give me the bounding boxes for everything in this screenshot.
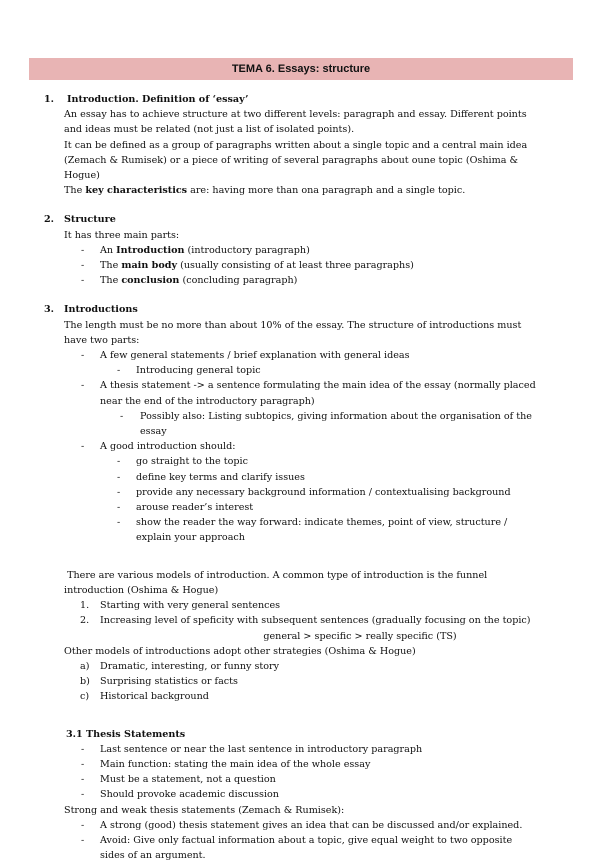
sub-list-item: - show the reader the way forward: indicate themes, point of view, structure / explain your approach — [117, 517, 508, 544]
section-number: 3. — [44, 304, 55, 316]
text: are: having more than ona paragraph and a single topic. — [187, 185, 466, 197]
numbered-item: 2. Increasing level of speficity with subsequent sentences (gradually focusing on the topic) — [80, 615, 531, 627]
list-item: - Avoid: Give only factual information about a topic, give equal weight to two opposite sides of an argument. — [81, 834, 513, 862]
paragraph — [64, 183, 538, 198]
section-title: Structure — [64, 214, 116, 226]
section-1-heading — [0, 92, 600, 107]
list-item: - Last sentence or near the last sentence in introductory paragraph — [81, 743, 423, 755]
page-title: TEMA 6. Essays: structure — [29, 58, 573, 80]
list-item: - The conclusion (concluding paragraph) — [81, 275, 298, 287]
numbered-item: 1. Starting with very general sentences — [80, 600, 281, 612]
section-number: 2. — [44, 214, 55, 226]
paragraph: Other models of introductions adopt other strategies (Oshima & Hogue) — [64, 645, 416, 657]
sub-list-item: - Possibly also: Listing subtopics, giving information about the organisation of the essay — [120, 410, 532, 438]
section-2-heading — [0, 212, 600, 227]
list-item: - A good introduction should: — [81, 441, 236, 453]
list-item: - Must be a statement, not a question — [81, 774, 276, 786]
list-item: - An Introduction (introductory paragraph) — [81, 244, 310, 256]
document-body — [0, 92, 600, 863]
sub-list-item: - go straight to the topic — [117, 456, 249, 468]
paragraph: It has three main parts: — [64, 229, 180, 241]
sub-list-item: - Introducing general topic — [117, 365, 261, 377]
paragraph: It can be defined as a group of paragraphs written about a single topic and a central main idea (Zemach & Rumisek) or a piece of writing of several paragraphs about oune topic (Oshima & Hogue) — [64, 139, 528, 182]
paragraph: Strong and weak thesis statements (Zemach & Rumisek): — [64, 804, 345, 816]
section-title: Introductions — [64, 304, 138, 316]
section-title: Introduction. Definition of ‘essay’ — [67, 94, 249, 105]
sub-list-item: - provide any necessary background information / contextualising background — [117, 486, 511, 498]
sub-list-item: - define key terms and clarify issues — [117, 471, 305, 483]
list-item: - A strong (good) thesis statement gives an idea that can be discussed and/or explained. — [81, 819, 523, 831]
paragraph: An essay has to achieve structure at two different levels: paragraph and essay. Different points and ideas must be related (not just a list of isolated points). — [64, 109, 527, 136]
section-number: 1. — [44, 94, 55, 105]
section-3-heading — [0, 302, 600, 317]
list-item: - Main function: stating the main idea of the whole essay — [81, 758, 371, 770]
list-item: - A thesis statement -> a sentence formulating the main idea of the essay (normally placed near the end of the introductory paragraph) — [81, 380, 536, 407]
sub-list-item: - arouse reader’s interest — [117, 502, 254, 514]
lettered-item: a) Dramatic, interesting, or funny story — [80, 660, 280, 672]
text: The — [64, 185, 86, 197]
funnel-line: general > specific > really specific (TS) — [263, 630, 457, 642]
lettered-item: c) Historical background — [80, 691, 209, 703]
paragraph: There are various models of introduction. A common type of introduction is the funnel introduction (Oshima & Hogue) — [64, 569, 488, 596]
bold-text: key characteristics — [85, 185, 188, 197]
list-item: - Should provoke academic discussion — [81, 789, 279, 801]
lettered-item: b) Surprising statistics or facts — [80, 676, 238, 688]
paragraph: The length must be no more than about 10% of the essay. The structure of introductions must have two parts: — [64, 319, 522, 346]
list-item: - The main body (usually consisting of at least three paragraphs) — [81, 260, 414, 272]
list-item: - A few general statements / brief explanation with general ideas — [81, 350, 410, 362]
subsection-title: 3.1 Thesis Statements — [66, 728, 186, 740]
